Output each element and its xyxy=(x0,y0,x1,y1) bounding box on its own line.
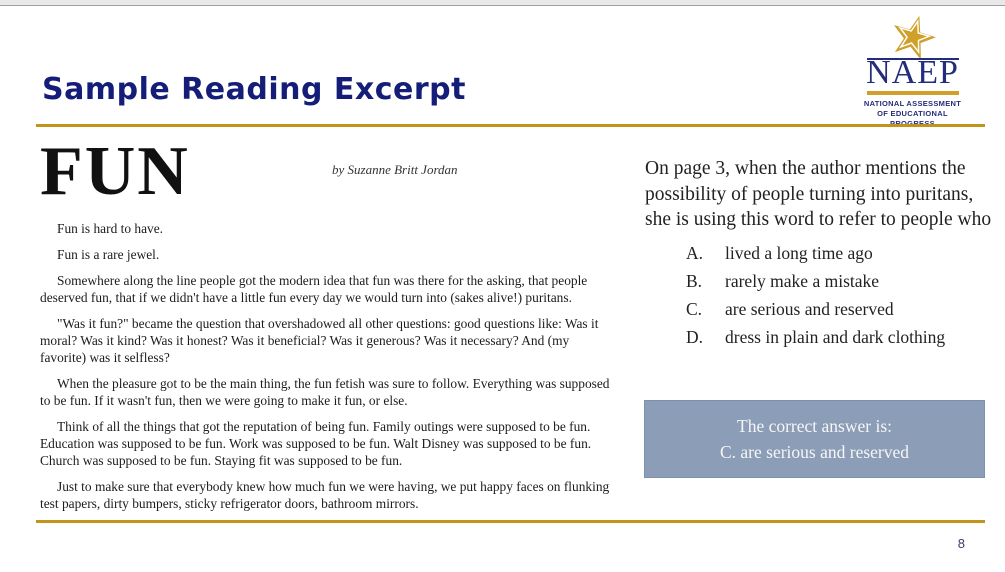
passage-paragraph: Fun is hard to have. xyxy=(57,221,163,236)
footer-divider-rule xyxy=(36,520,985,523)
option-a xyxy=(645,242,993,264)
title-divider-rule xyxy=(36,124,985,127)
option-c xyxy=(645,298,993,320)
passage-body xyxy=(40,220,610,512)
window-top-edge xyxy=(0,0,1005,6)
logo-rule-gold xyxy=(867,91,959,95)
page-number: 8 xyxy=(957,536,965,551)
question-stem: On page 3, when the author mentions the possibility of people turning into puritans, she is using this word to refer to people who xyxy=(645,158,992,230)
passage-paragraph: Think of all the things that got the reputation of being fun. Family outings were supposed to be fun. Education was supposed to be fun. Work was supposed to be fun. Walt Disney was supposed to be fun. Church was supposed to be fun. Staying fit was supposed to be fun. xyxy=(40,419,592,468)
option-text: rarely make a mistake xyxy=(725,270,880,291)
page-title: Sample Reading Excerpt xyxy=(42,72,466,107)
reading-passage xyxy=(40,140,610,515)
correct-answer-label: The correct answer is: xyxy=(737,416,892,436)
option-text: lived a long time ago xyxy=(725,242,873,263)
answer-options xyxy=(645,242,993,348)
naep-logo xyxy=(860,12,965,130)
passage-paragraph: "Was it fun?" became the question that overshadowed all other questions: good questions like: Was it moral? Was it kind? Was it honest? Was it beneficial? Was it generous? Was it necessary? And (my favorite) was it selfless? xyxy=(40,316,599,365)
option-b xyxy=(645,270,993,292)
option-letter: A. xyxy=(686,242,704,263)
option-letter: D. xyxy=(686,326,704,347)
logo-subtitle-line: OF EDUCATIONAL xyxy=(877,109,948,118)
correct-answer-box xyxy=(644,400,985,478)
passage-byline: by Suzanne Britt Jordan xyxy=(332,162,458,177)
option-letter: B. xyxy=(686,270,703,291)
correct-answer-value: C. are serious and reserved xyxy=(719,442,910,462)
passage-title: FUN xyxy=(40,140,190,210)
passage-paragraph: Somewhere along the line people got the modern idea that fun was there for the asking, that people deserved fun, that if we didn't have a little fun every day we would turn into (sakes alive!) puritans. xyxy=(40,273,588,305)
option-text: dress in plain and dark clothing xyxy=(725,326,946,347)
logo-subtitle-line: NATIONAL ASSESSMENT xyxy=(863,99,962,108)
option-letter: C. xyxy=(686,298,703,319)
passage-paragraph: When the pleasure got to be the main thing, the fun fetish was sure to follow. Everything was supposed to be fun. If it wasn't fun, then we were going to make it fun, or else. xyxy=(40,376,610,408)
option-d xyxy=(645,326,993,348)
option-text: are serious and reserved xyxy=(725,298,894,319)
passage-paragraph: Fun is a rare jewel. xyxy=(57,247,160,262)
logo-wordmark: NAEP xyxy=(866,54,959,91)
question-panel xyxy=(645,156,993,354)
passage-paragraph: Just to make sure that everybody knew how much fun we were having, we put happy faces on flunking test papers, dirty bumpers, sticky refrigerator doors, bathroom mirrors. xyxy=(40,479,610,511)
